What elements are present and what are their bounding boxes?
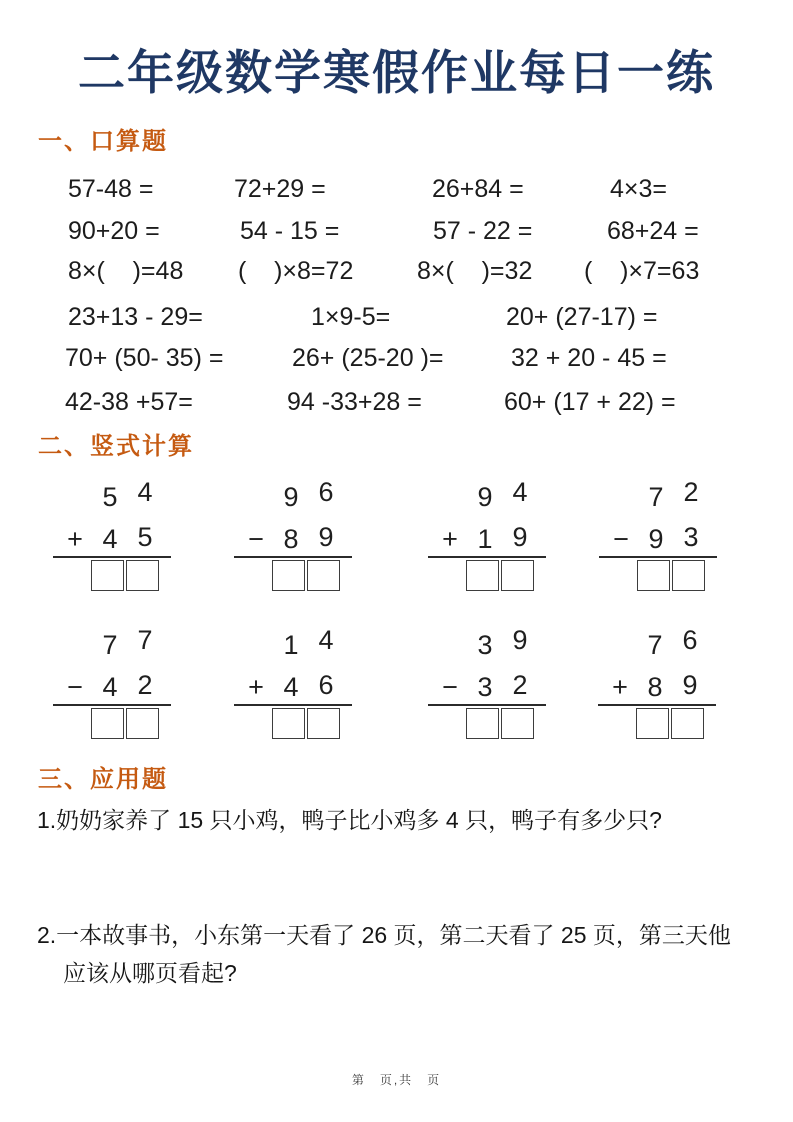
- vertical-problem: [428, 625, 548, 743]
- vertical-problem: [428, 477, 548, 595]
- answer-box: [671, 708, 704, 739]
- vp-operator: −: [442, 672, 458, 702]
- vp-operator: +: [248, 672, 264, 702]
- section-heading-oral: 一、口算题: [38, 128, 168, 155]
- vp-top-ones: 4: [318, 625, 334, 655]
- answer-box: [637, 560, 670, 591]
- vp-bottom-ones: 9: [682, 670, 698, 700]
- vp-bottom-tens: 8: [283, 524, 299, 554]
- vp-rule-line: [428, 704, 546, 706]
- vp-rule-line: [53, 556, 171, 558]
- vp-bottom-tens: 3: [477, 672, 493, 702]
- vp-top-tens: 5: [102, 482, 118, 512]
- section-heading-vertical: 二、竖式计算: [38, 433, 194, 460]
- vp-bottom-ones: 3: [683, 522, 699, 552]
- vp-bottom-tens: 1: [477, 524, 493, 554]
- oral-problem: 57-48 =: [68, 175, 154, 203]
- oral-problem: 8×( )=48: [68, 257, 184, 285]
- vp-top-tens: 9: [283, 482, 299, 512]
- vp-top-ones: 9: [512, 625, 528, 655]
- vp-top-tens: 7: [648, 482, 664, 512]
- vp-rule-line: [234, 556, 352, 558]
- vp-top-ones: 6: [318, 477, 334, 507]
- vp-operator: +: [612, 672, 628, 702]
- vp-operator: −: [248, 524, 264, 554]
- oral-problem: ( )×7=63: [584, 257, 700, 285]
- vp-bottom-tens: 8: [647, 672, 663, 702]
- vp-operator: −: [67, 672, 83, 702]
- answer-box: [307, 560, 340, 591]
- answer-box: [272, 560, 305, 591]
- vp-bottom-tens: 9: [648, 524, 664, 554]
- oral-problem: 94 -33+28 =: [287, 388, 422, 416]
- vertical-problem: [234, 477, 354, 595]
- vp-operator: −: [613, 524, 629, 554]
- oral-problem: 90+20 =: [68, 217, 160, 245]
- page-title: 二年级数学寒假作业每日一练: [78, 46, 715, 99]
- oral-problem: 26+84 =: [432, 175, 524, 203]
- page-number-footer: 第 页,共 页: [351, 1073, 442, 1087]
- oral-problem: 72+29 =: [234, 175, 326, 203]
- vp-top-tens: 7: [647, 630, 663, 660]
- answer-box: [91, 560, 124, 591]
- vp-top-ones: 4: [137, 477, 153, 507]
- vp-top-tens: 7: [102, 630, 118, 660]
- answer-box: [501, 560, 534, 591]
- word-problem-2-line1: 2.一本故事书，小东第一天看了 26 页，第二天看了 25 页，第三天他: [37, 922, 731, 948]
- oral-problem: ( )×8=72: [238, 257, 354, 285]
- oral-problem: 23+13 - 29=: [68, 303, 203, 331]
- vp-rule-line: [428, 556, 546, 558]
- vp-top-tens: 9: [477, 482, 493, 512]
- answer-box: [501, 708, 534, 739]
- answer-box: [126, 708, 159, 739]
- vertical-problem: [234, 625, 354, 743]
- answer-box: [672, 560, 705, 591]
- vp-top-ones: 7: [137, 625, 153, 655]
- oral-problem: 1×9-5=: [311, 303, 391, 331]
- word-problem-2-line2: 应该从哪页看起?: [63, 960, 237, 986]
- vp-bottom-ones: 6: [318, 670, 334, 700]
- section-heading-word: 三、应用题: [38, 766, 168, 793]
- oral-problem: 4×3=: [610, 175, 668, 203]
- oral-problem: 32 + 20 - 45 =: [511, 344, 667, 372]
- answer-box: [636, 708, 669, 739]
- oral-problem: 60+ (17 + 22) =: [504, 388, 676, 416]
- vp-rule-line: [598, 704, 716, 706]
- oral-problem: 42-38 +57=: [65, 388, 193, 416]
- answer-box: [466, 560, 499, 591]
- oral-problem: 68+24 =: [607, 217, 699, 245]
- vp-rule-line: [53, 704, 171, 706]
- vp-bottom-tens: 4: [102, 672, 118, 702]
- answer-box: [307, 708, 340, 739]
- vp-bottom-ones: 2: [512, 670, 528, 700]
- vp-top-tens: 3: [477, 630, 493, 660]
- vertical-problem: [599, 477, 719, 595]
- vp-rule-line: [234, 704, 352, 706]
- answer-box: [466, 708, 499, 739]
- answer-box: [91, 708, 124, 739]
- vp-bottom-tens: 4: [283, 672, 299, 702]
- vertical-problem: [53, 625, 173, 743]
- vp-bottom-ones: 5: [137, 522, 153, 552]
- vp-bottom-ones: 2: [137, 670, 153, 700]
- vp-bottom-tens: 4: [102, 524, 118, 554]
- vertical-problem: [598, 625, 718, 743]
- vp-top-ones: 6: [682, 625, 698, 655]
- vp-bottom-ones: 9: [512, 522, 528, 552]
- vp-operator: +: [67, 524, 83, 554]
- vp-top-ones: 4: [512, 477, 528, 507]
- vp-rule-line: [599, 556, 717, 558]
- vp-top-ones: 2: [683, 477, 699, 507]
- oral-problem: 54 - 15 =: [240, 217, 340, 245]
- vp-operator: +: [442, 524, 458, 554]
- oral-problem: 26+ (25-20 )=: [292, 344, 444, 372]
- answer-box: [126, 560, 159, 591]
- oral-problem: 57 - 22 =: [433, 217, 533, 245]
- oral-problem: 8×( )=32: [417, 257, 533, 285]
- vertical-problem: [53, 477, 173, 595]
- word-problem-1: 1.奶奶家养了 15 只小鸡，鸭子比小鸡多 4 只，鸭子有多少只?: [37, 807, 662, 833]
- vp-bottom-ones: 9: [318, 522, 334, 552]
- vp-top-tens: 1: [283, 630, 299, 660]
- oral-problem: 70+ (50- 35) =: [65, 344, 224, 372]
- answer-box: [272, 708, 305, 739]
- oral-problem: 20+ (27-17) =: [506, 303, 658, 331]
